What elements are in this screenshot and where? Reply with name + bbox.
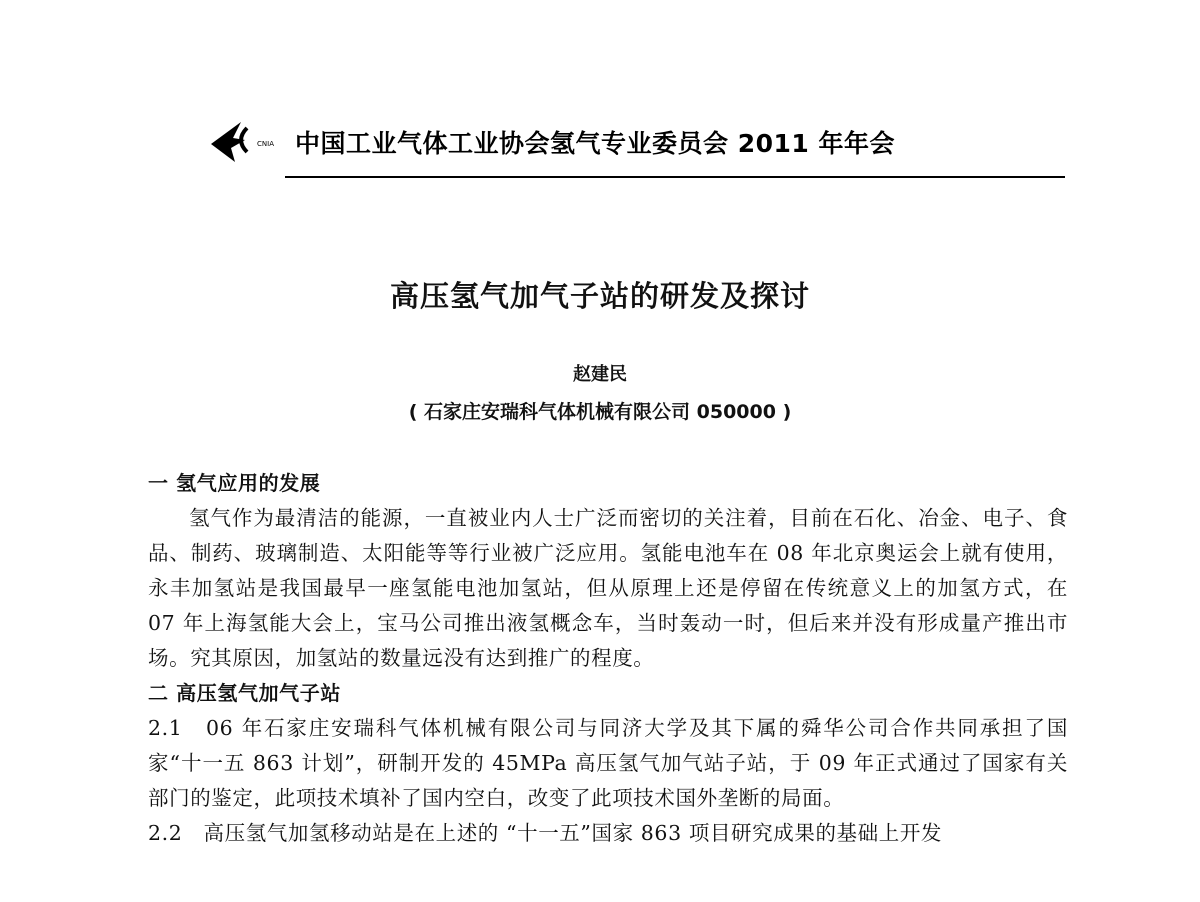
section-2-1-paragraph: 2.1 06 年石家庄安瑞科气体机械有限公司与同济大学及其下属的舜华公司合作共同承担了国家“十一五 863 计划”，研制开发的 45MPa 高压氢气加气站子站，于 09 年正式通过了国家有关部门的鉴定，此项技术填补了国内空白，改变了此项技术国外垄断的局面。 <box>148 716 1068 810</box>
section-2-heading: 二 高压氢气加气子站 <box>148 681 341 705</box>
paper-author: 赵建民 <box>573 364 627 385</box>
svg-text:CNIA: CNIA <box>257 140 274 148</box>
paper-body <box>148 466 1068 851</box>
paper-title: 高压氢气加气子站的研发及探讨 <box>389 279 810 313</box>
section-1-paragraph: 氢气作为最清洁的能源，一直被业内人士广泛而密切的关注着，目前在石化、冶金、电子、食品、制药、玻璃制造、太阳能等等行业被广泛应用。氢能电池车在 08 年北京奥运会上就有使用，永丰加氢站是我国最早一座氢能电池加氢站，但从原理上还是停留在传统意义上的加氢方式，在 07 年上海氢能大会上，宝马公司推出液氢概念车，当时轰动一时，但后来并没有形成量产推出市场。究其原因，加氢站的数量远没有达到推广的程度。 <box>148 506 1068 670</box>
conference-header <box>205 118 895 166</box>
paper-affiliation: ( 石家庄安瑞科气体机械有限公司 050000 ) <box>408 401 792 423</box>
section-2-2-paragraph: 2.2 高压氢气加氢移动站是在上述的 “十一五”国家 863 项目研究成果的基础上开发 <box>148 821 943 845</box>
cnia-logo <box>205 118 285 166</box>
section-1-heading: 一 氢气应用的发展 <box>148 471 321 495</box>
conference-title: 中国工业气体工业协会氢气专业委员会 2011 年年会 <box>295 129 895 158</box>
header-rule <box>285 176 1065 178</box>
